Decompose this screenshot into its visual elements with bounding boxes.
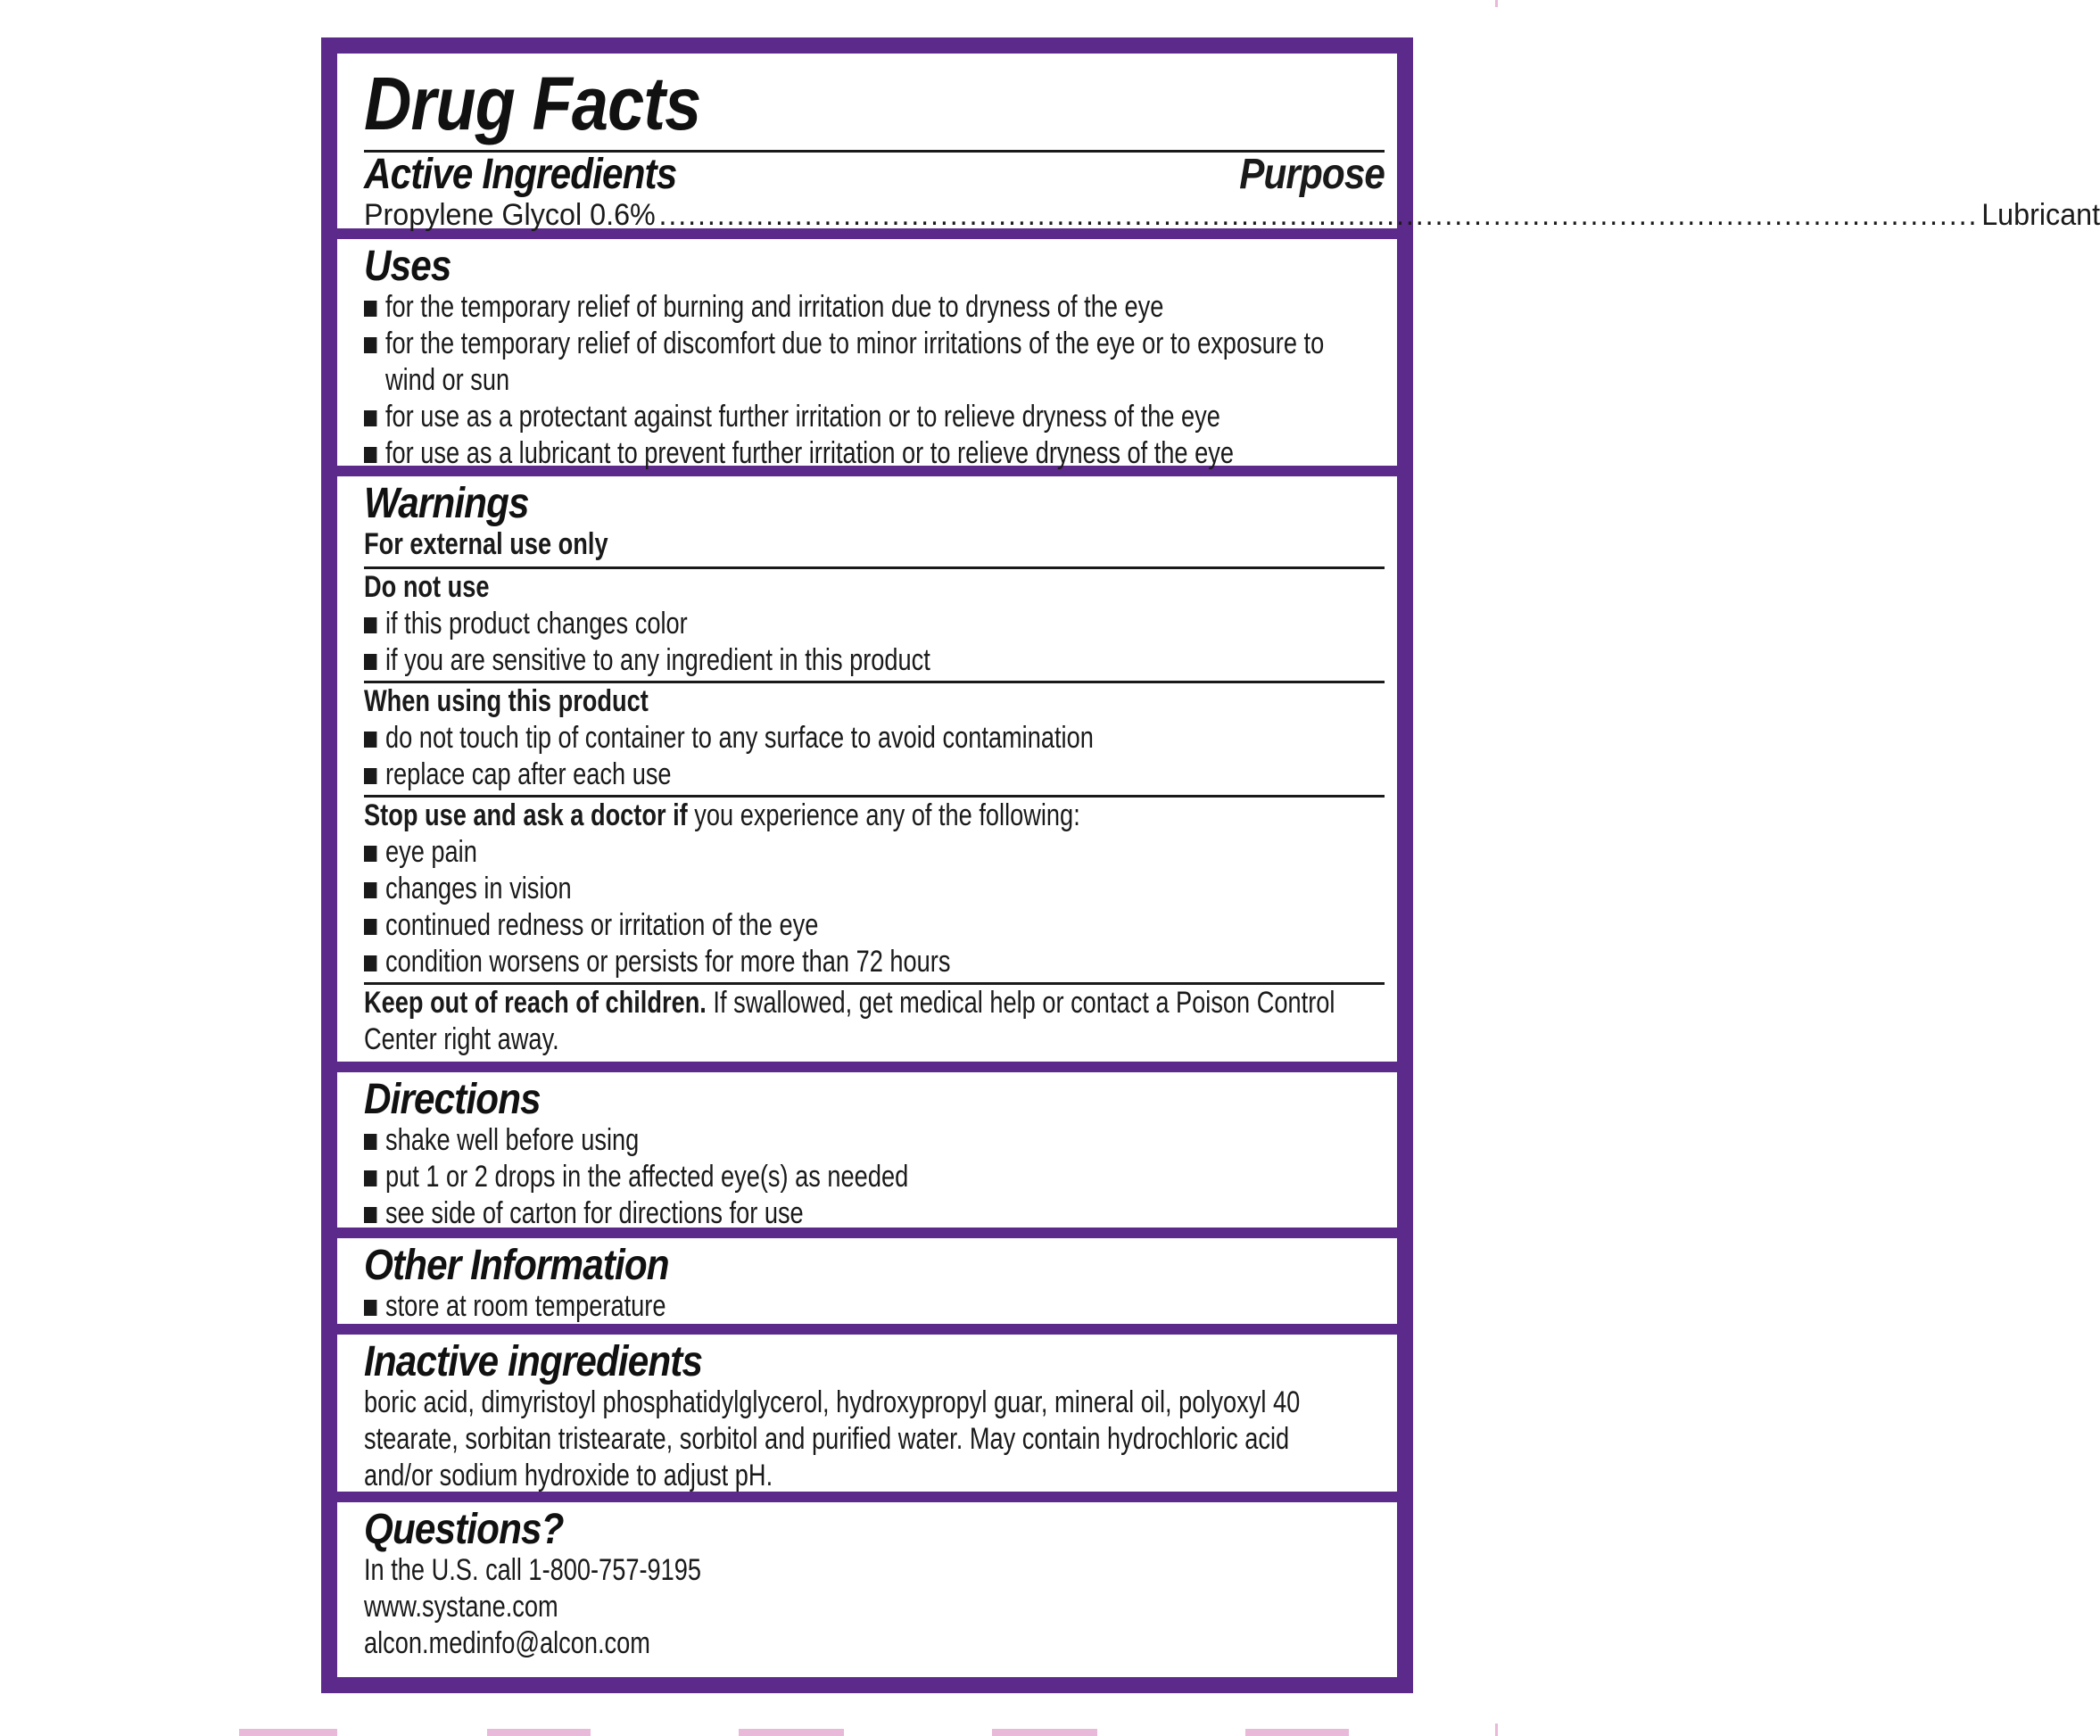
inactive-ingredients-heading: Inactive ingredients <box>364 1338 703 1385</box>
inactive-ingredients-line: and/or sodium hydroxide to adjust pH. <box>364 1459 773 1492</box>
bullet-icon <box>364 732 376 748</box>
print-mark <box>992 1729 1097 1736</box>
purpose-heading: Purpose <box>1239 151 1385 198</box>
bullet-icon <box>364 919 376 935</box>
ingredient-row <box>364 197 2100 234</box>
bullet-icon <box>364 955 376 971</box>
list-item: shake well before using <box>364 1122 1180 1159</box>
list-item: changes in vision <box>364 871 1180 907</box>
bullet-icon <box>364 1170 376 1186</box>
drug-facts-panel <box>321 37 2100 1693</box>
bullet-icon <box>364 1300 376 1316</box>
list-item: for the temporary relief of discomfort due to minor irritations of the eye or to exposure to <box>364 326 1180 362</box>
questions-box <box>337 1502 1397 1677</box>
inactive-ingredients-box <box>337 1335 1397 1492</box>
active-ingredients-heading: Active Ingredients <box>364 151 677 198</box>
other-information-heading: Other Information <box>364 1242 669 1289</box>
bullet-icon <box>364 301 376 317</box>
stop-use-lead: Stop use and ask a doctor if you experience any of the following: <box>364 798 1080 832</box>
bullet-icon <box>364 846 376 862</box>
list-item-continuation: wind or sun <box>385 363 510 397</box>
active-ingredients-box <box>337 54 2100 232</box>
other-information-box <box>337 1238 1397 1324</box>
inactive-ingredients-line: stearate, sorbitan tristearate, sorbitol and purified water. May contain hydrochloric acid <box>364 1422 1290 1456</box>
print-mark <box>739 1729 844 1736</box>
list-item: for the temporary relief of burning and irritation due to dryness of the eye <box>364 289 1180 326</box>
warnings-heading: Warnings <box>364 480 529 527</box>
print-mark <box>487 1729 591 1736</box>
list-item: if you are sensitive to any ingredient in this product <box>364 642 1180 679</box>
list-item: store at room temperature <box>364 1288 1180 1325</box>
external-use-note: For external use only <box>364 527 608 561</box>
keep-out-of-reach-line2: Center right away. <box>364 1022 559 1056</box>
list-item: put 1 or 2 drops in the affected eye(s) as needed <box>364 1159 1180 1195</box>
bullet-icon <box>364 768 376 784</box>
bullet-icon <box>364 337 376 353</box>
list-item: if this product changes color <box>364 606 1180 642</box>
bullet-icon <box>364 654 376 670</box>
directions-heading: Directions <box>364 1076 541 1123</box>
list-item: eye pain <box>364 834 1180 871</box>
print-mark <box>1495 1724 1498 1736</box>
directions-box <box>337 1072 1397 1228</box>
print-mark <box>239 1729 337 1736</box>
uses-heading: Uses <box>364 243 451 290</box>
inactive-ingredients-line: boric acid, dimyristoyl phosphatidylglycerol, hydroxypropyl guar, mineral oil, polyoxyl 40 <box>364 1385 1301 1419</box>
dot-leader: ........................................................................................................................................ <box>658 198 1979 232</box>
bullet-icon <box>364 410 376 426</box>
email-link[interactable]: alcon.medinfo@alcon.com <box>364 1626 650 1660</box>
bullet-icon <box>364 447 376 463</box>
list-item: see side of carton for directions for use <box>364 1195 1180 1232</box>
bullet-icon <box>364 617 376 633</box>
list-item: condition worsens or persists for more than 72 hours <box>364 944 1180 980</box>
list-item: for use as a protectant against further irritation or to relieve dryness of the eye <box>364 399 1180 435</box>
page-title: Drug Facts <box>364 62 701 145</box>
website-link[interactable]: www.systane.com <box>364 1590 558 1624</box>
uses-box <box>337 239 1397 470</box>
phone-number: In the U.S. call 1-800-757-9195 <box>364 1553 702 1587</box>
list-item: replace cap after each use <box>364 756 1180 793</box>
print-mark <box>1495 0 1498 7</box>
bullet-icon <box>364 1134 376 1150</box>
bullet-icon <box>364 882 376 898</box>
ingredient-purpose: Lubricant <box>1981 198 2100 232</box>
bullet-icon <box>364 1207 376 1223</box>
list-item: for use as a lubricant to prevent further irritation or to relieve dryness of the eye <box>364 435 1180 472</box>
questions-heading: Questions? <box>364 1506 564 1553</box>
list-item: continued redness or irritation of the eye <box>364 907 1180 944</box>
when-using-heading: When using this product <box>364 684 649 718</box>
print-mark <box>1245 1729 1349 1736</box>
warnings-box <box>337 476 1397 1062</box>
do-not-use-heading: Do not use <box>364 570 490 604</box>
list-item: do not touch tip of container to any surface to avoid contamination <box>364 720 1180 756</box>
ingredient-name: Propylene Glycol 0.6% <box>364 198 656 232</box>
active-ingredients-header <box>364 153 1385 197</box>
keep-out-of-reach: Keep out of reach of children. If swallowed, get medical help or contact a Poison Control <box>364 986 1335 1020</box>
